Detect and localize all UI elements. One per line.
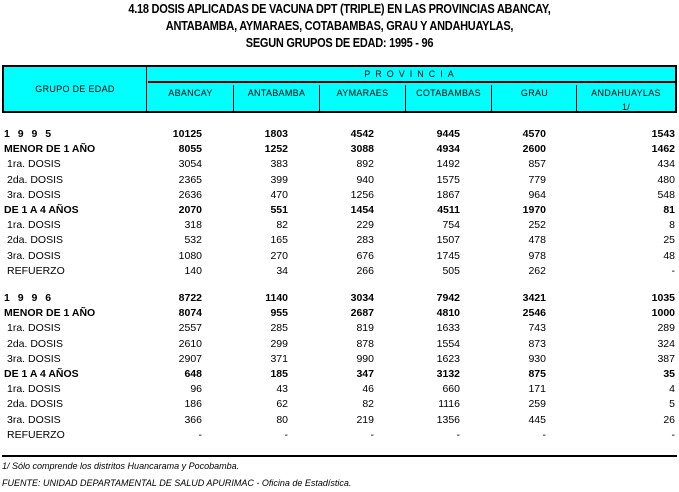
table-row bbox=[2, 234, 677, 249]
cell-antabamba: 82 bbox=[276, 219, 288, 232]
cell-aymaraes: 3088 bbox=[350, 143, 374, 156]
cell-aymaraes: 676 bbox=[356, 249, 374, 262]
header-col-grau: GRAU bbox=[520, 88, 549, 98]
row-label: 2da. DOSIS bbox=[7, 173, 64, 186]
cell-grau: 171 bbox=[528, 383, 546, 396]
cell-abancay: 186 bbox=[184, 398, 202, 411]
cell-antabamba: 165 bbox=[270, 234, 288, 247]
row-label: 1ra. DOSIS bbox=[7, 219, 61, 232]
cell-grau: 779 bbox=[528, 173, 546, 186]
cell-cotabambas: 1633 bbox=[436, 322, 460, 335]
cell-abancay: 532 bbox=[184, 234, 202, 247]
header-grupo-label: GRUPO DE EDAD bbox=[35, 84, 115, 94]
cell-aymaraes: 892 bbox=[356, 158, 374, 171]
cell-aymaraes: - bbox=[370, 428, 374, 441]
table-row bbox=[2, 383, 677, 398]
cell-aymaraes: 347 bbox=[356, 368, 374, 380]
table-row bbox=[2, 204, 677, 219]
cell-aymaraes: 2687 bbox=[350, 307, 374, 320]
table-row bbox=[2, 219, 677, 234]
cell-abancay: 10125 bbox=[172, 128, 202, 140]
row-label: 1 9 9 6 bbox=[4, 292, 54, 304]
cell-antabamba: 285 bbox=[270, 322, 288, 335]
cell-antabamba: 185 bbox=[270, 368, 288, 380]
row-label: 2da. DOSIS bbox=[7, 234, 64, 247]
cell-grau: - bbox=[542, 428, 546, 441]
table-title-line-1: 4.18 DOSIS APLICADAS DE VACUNA DPT (TRIPLE) EN LAS PROVINCIAS ABANCAY, bbox=[128, 2, 551, 16]
cell-cotabambas: 1745 bbox=[436, 249, 460, 262]
cell-cotabambas: 1867 bbox=[436, 188, 460, 201]
cell-cotabambas: 9445 bbox=[436, 128, 460, 140]
cell-abancay: 96 bbox=[190, 383, 202, 396]
row-label: DE 1 A 4 AÑOS bbox=[4, 204, 79, 216]
table-row bbox=[2, 143, 677, 158]
header-grupo-de-edad bbox=[4, 67, 147, 111]
cell-antabamba: 955 bbox=[270, 307, 288, 320]
table-row bbox=[2, 128, 677, 143]
cell-grau: 930 bbox=[528, 352, 546, 365]
cell-aymaraes: 1454 bbox=[350, 204, 374, 216]
row-label: 1 9 9 5 bbox=[4, 128, 54, 140]
cell-grau: 743 bbox=[528, 322, 546, 335]
cell-antabamba: 551 bbox=[270, 204, 288, 216]
cell-grau: 875 bbox=[528, 368, 546, 380]
footnote-1: 1/ Sólo comprende los distritos Huancarama y Pocobamba. bbox=[2, 461, 240, 471]
cell-cotabambas: 1575 bbox=[436, 173, 460, 186]
cell-cotabambas: 1623 bbox=[436, 352, 460, 365]
cell-andahuaylas: 35 bbox=[663, 368, 675, 380]
cell-aymaraes: 1256 bbox=[350, 188, 374, 201]
cell-abancay: 2070 bbox=[178, 204, 202, 216]
cell-aymaraes: 819 bbox=[356, 322, 374, 335]
cell-abancay: 2365 bbox=[178, 173, 202, 186]
cell-cotabambas: 1356 bbox=[436, 413, 460, 426]
cell-andahuaylas: 387 bbox=[657, 352, 675, 365]
cell-andahuaylas: - bbox=[671, 264, 675, 277]
table-header bbox=[2, 65, 677, 113]
header-col-cotabambas: COTABAMBAS bbox=[406, 85, 492, 111]
cell-aymaraes: 266 bbox=[356, 264, 374, 277]
cell-andahuaylas: 548 bbox=[657, 188, 675, 201]
cell-antabamba: 270 bbox=[270, 249, 288, 262]
row-label: MENOR DE 1 AÑO bbox=[4, 143, 96, 156]
header-col-antabamba: ANTABAMBA bbox=[234, 85, 320, 111]
row-label: DE 1 A 4 AÑOS bbox=[4, 368, 79, 380]
cell-aymaraes: 878 bbox=[356, 337, 374, 350]
cell-andahuaylas: 48 bbox=[663, 249, 675, 262]
cell-aymaraes: 4542 bbox=[350, 128, 374, 140]
table-row bbox=[2, 398, 677, 413]
row-label: 3ra. DOSIS bbox=[7, 413, 61, 426]
cell-grau: 4570 bbox=[522, 128, 546, 140]
row-label: REFUERZO bbox=[7, 264, 65, 277]
cell-antabamba: 43 bbox=[276, 383, 288, 396]
table-title-line-3: SEGUN GRUPOS DE EDAD: 1995 - 96 bbox=[245, 36, 434, 50]
cell-andahuaylas: 26 bbox=[663, 413, 675, 426]
row-label: 2da. DOSIS bbox=[7, 398, 64, 411]
cell-andahuaylas: 25 bbox=[663, 234, 675, 247]
cell-andahuaylas: 8 bbox=[669, 219, 675, 232]
cell-andahuaylas: 1543 bbox=[651, 128, 675, 140]
cell-abancay: 140 bbox=[184, 264, 202, 277]
cell-cotabambas: 1116 bbox=[438, 398, 460, 411]
cell-cotabambas: 505 bbox=[442, 264, 460, 277]
table-row bbox=[2, 265, 677, 280]
cell-grau: 259 bbox=[528, 398, 546, 411]
cell-andahuaylas: 1000 bbox=[651, 307, 675, 320]
cell-grau: 964 bbox=[528, 188, 546, 201]
cell-aymaraes: 990 bbox=[356, 352, 374, 365]
cell-andahuaylas: - bbox=[671, 428, 675, 441]
cell-aymaraes: 3034 bbox=[350, 292, 374, 304]
cell-abancay: 1080 bbox=[178, 249, 202, 262]
cell-andahuaylas: 480 bbox=[657, 173, 675, 186]
cell-grau: 262 bbox=[528, 264, 546, 277]
cell-aymaraes: 82 bbox=[362, 398, 374, 411]
cell-grau: 1970 bbox=[522, 204, 546, 216]
cell-aymaraes: 219 bbox=[356, 413, 374, 426]
cell-grau: 857 bbox=[528, 158, 546, 171]
bottom-rule bbox=[2, 455, 677, 457]
cell-andahuaylas: 324 bbox=[657, 337, 675, 350]
cell-abancay: 2557 bbox=[178, 322, 202, 335]
cell-antabamba: 383 bbox=[270, 158, 288, 171]
cell-antabamba: 399 bbox=[270, 173, 288, 186]
header-provincia: PROVINCIA bbox=[148, 67, 675, 83]
cell-antabamba: - bbox=[284, 428, 288, 441]
cell-abancay: 2636 bbox=[178, 188, 202, 201]
cell-andahuaylas: 1462 bbox=[651, 143, 675, 156]
cell-grau: 478 bbox=[528, 234, 546, 247]
cell-antabamba: 80 bbox=[276, 413, 288, 426]
cell-cotabambas: 754 bbox=[442, 219, 460, 232]
header-andahuaylas-label: ANDAHUAYLAS bbox=[591, 88, 661, 98]
table-row bbox=[2, 368, 677, 383]
header-col-aymaraes: AYMARAES bbox=[320, 85, 406, 111]
cell-antabamba: 1803 bbox=[264, 128, 288, 140]
cell-abancay: 366 bbox=[184, 413, 202, 426]
header-col-andahuaylas bbox=[576, 85, 675, 111]
table-row bbox=[2, 307, 677, 322]
cell-grau: 2546 bbox=[522, 307, 546, 320]
cell-antabamba: 1140 bbox=[265, 292, 288, 304]
row-label: 1ra. DOSIS bbox=[7, 158, 61, 171]
table-row bbox=[2, 250, 677, 265]
cell-cotabambas: - bbox=[456, 428, 460, 441]
cell-abancay: 8055 bbox=[178, 143, 202, 156]
table-row bbox=[2, 292, 677, 307]
cell-aymaraes: 46 bbox=[362, 383, 374, 396]
cell-cotabambas: 7942 bbox=[436, 292, 460, 304]
table-row bbox=[2, 174, 677, 189]
row-label: 3ra. DOSIS bbox=[7, 188, 61, 201]
cell-aymaraes: 940 bbox=[356, 173, 374, 186]
cell-cotabambas: 660 bbox=[442, 383, 460, 396]
cell-andahuaylas: 434 bbox=[657, 158, 675, 171]
cell-abancay: 2610 bbox=[178, 337, 202, 350]
cell-grau: 252 bbox=[528, 219, 546, 232]
table-row bbox=[2, 189, 677, 204]
cell-antabamba: 62 bbox=[276, 398, 288, 411]
cell-andahuaylas: 5 bbox=[669, 398, 675, 411]
cell-grau: 2600 bbox=[522, 143, 546, 156]
cell-cotabambas: 1554 bbox=[436, 337, 460, 350]
cell-abancay: 2907 bbox=[178, 352, 202, 365]
cell-abancay: 8074 bbox=[178, 307, 202, 320]
table-row bbox=[2, 353, 677, 368]
table-row bbox=[2, 322, 677, 337]
cell-aymaraes: 283 bbox=[356, 234, 374, 247]
cell-abancay: 3054 bbox=[178, 158, 202, 171]
cell-antabamba: 34 bbox=[276, 264, 288, 277]
cell-grau: 978 bbox=[528, 249, 546, 262]
cell-cotabambas: 1492 bbox=[436, 158, 460, 171]
cell-abancay: 648 bbox=[184, 368, 202, 380]
cell-abancay: - bbox=[198, 428, 202, 441]
cell-cotabambas: 3132 bbox=[436, 368, 460, 380]
row-label: 1ra. DOSIS bbox=[7, 383, 61, 396]
header-col-abancay: ABANCAY bbox=[148, 85, 234, 111]
source-note: FUENTE: UNIDAD DEPARTAMENTAL DE SALUD APURIMAC - Oficina de Estadística. bbox=[2, 478, 352, 488]
cell-cotabambas: 4511 bbox=[437, 204, 460, 216]
cell-andahuaylas: 4 bbox=[669, 383, 675, 396]
cell-andahuaylas: 289 bbox=[657, 322, 675, 335]
cell-aymaraes: 229 bbox=[356, 219, 374, 232]
row-label: 1ra. DOSIS bbox=[7, 322, 61, 335]
cell-andahuaylas: 1035 bbox=[651, 292, 675, 304]
cell-antabamba: 1252 bbox=[264, 143, 288, 156]
cell-cotabambas: 1507 bbox=[436, 234, 460, 247]
cell-antabamba: 470 bbox=[270, 188, 288, 201]
table-row bbox=[2, 414, 677, 429]
table-row bbox=[2, 429, 677, 444]
row-label: REFUERZO bbox=[7, 428, 65, 441]
cell-abancay: 318 bbox=[184, 219, 202, 232]
cell-cotabambas: 4810 bbox=[436, 307, 460, 320]
cell-grau: 445 bbox=[528, 413, 546, 426]
header-andahuaylas-note: 1/ bbox=[621, 102, 631, 112]
table-title-line-2: ANTABAMBA, AYMARAES, COTABAMBAS, GRAU Y ANDAHUAYLAS, bbox=[165, 19, 514, 33]
cell-antabamba: 371 bbox=[270, 352, 288, 365]
row-label: 3ra. DOSIS bbox=[7, 352, 61, 365]
cell-cotabambas: 4934 bbox=[436, 143, 460, 156]
cell-abancay: 8722 bbox=[178, 292, 202, 304]
table-row bbox=[2, 158, 677, 173]
row-label: 2da. DOSIS bbox=[7, 337, 64, 350]
cell-antabamba: 299 bbox=[270, 337, 288, 350]
cell-grau: 873 bbox=[528, 337, 546, 350]
row-label: 3ra. DOSIS bbox=[7, 249, 61, 262]
cell-andahuaylas: 81 bbox=[663, 204, 675, 216]
table-row bbox=[2, 338, 677, 353]
row-label: MENOR DE 1 AÑO bbox=[4, 307, 96, 320]
cell-grau: 3421 bbox=[522, 292, 546, 304]
